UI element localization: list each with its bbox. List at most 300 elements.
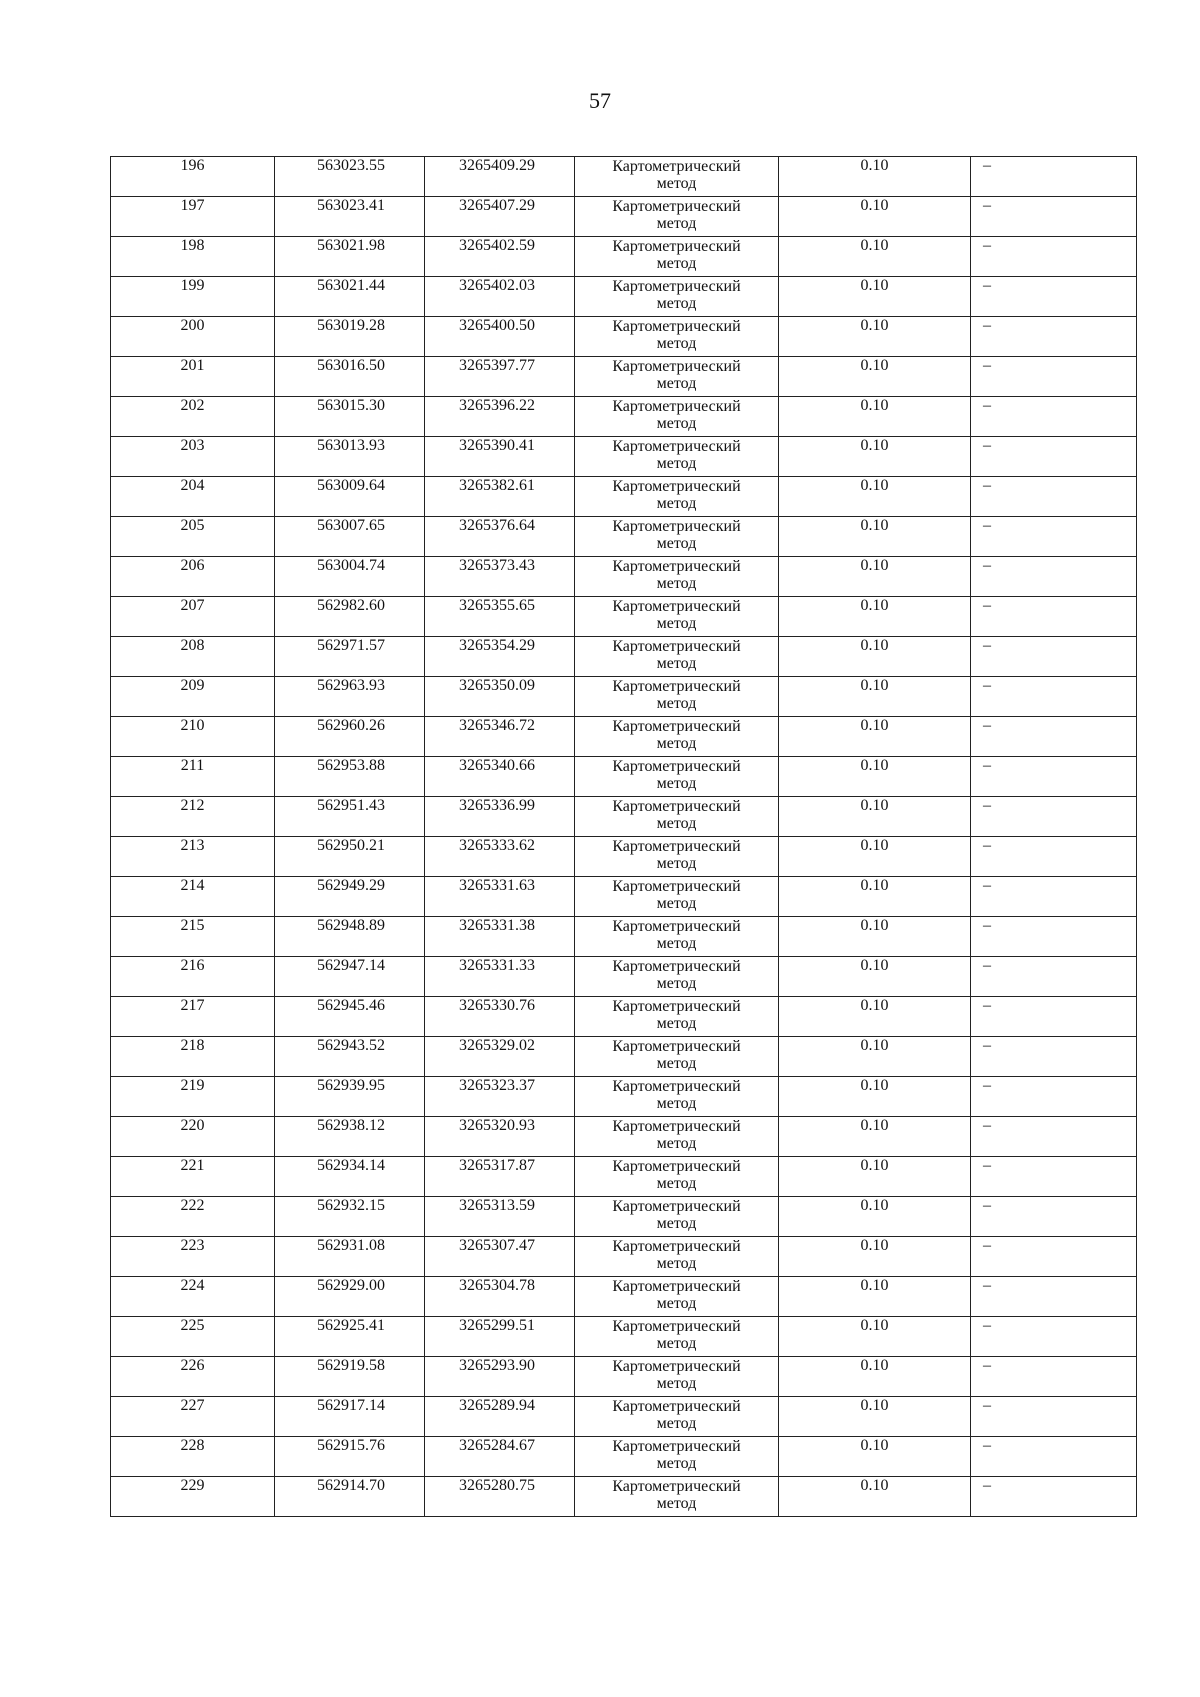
point-number-cell: 218 [111, 1037, 275, 1077]
table-row [111, 877, 1137, 917]
x-coordinate-cell: 562925.41 [275, 1317, 425, 1357]
method-line-1: Картометрический [612, 238, 741, 255]
method-line-2: метод [656, 455, 697, 472]
method-line-2: метод [656, 1495, 697, 1512]
table-row [111, 437, 1137, 477]
table-row [111, 1357, 1137, 1397]
x-coordinate-cell: 562945.46 [275, 997, 425, 1037]
method-cell [575, 1357, 779, 1397]
y-coordinate-cell: 3265390.41 [425, 437, 575, 477]
method-line-1: Картометрический [612, 718, 741, 735]
method-line-2: метод [656, 535, 697, 552]
note-cell: – [971, 1357, 1137, 1397]
note-cell: – [971, 717, 1137, 757]
method-line-1: Картометрический [612, 318, 741, 335]
table-row [111, 477, 1137, 517]
y-coordinate-cell: 3265382.61 [425, 477, 575, 517]
table-row [111, 917, 1137, 957]
point-number-cell: 209 [111, 677, 275, 717]
y-coordinate-cell: 3265400.50 [425, 317, 575, 357]
method-line-2: метод [656, 575, 697, 592]
method-line-1: Картометрический [612, 478, 741, 495]
y-coordinate-cell: 3265293.90 [425, 1357, 575, 1397]
y-coordinate-cell: 3265323.37 [425, 1077, 575, 1117]
point-number-cell: 221 [111, 1157, 275, 1197]
method-cell [575, 397, 779, 437]
point-number-cell: 228 [111, 1437, 275, 1477]
method-cell [575, 357, 779, 397]
note-cell: – [971, 317, 1137, 357]
note-cell: – [971, 397, 1137, 437]
point-number-cell: 225 [111, 1317, 275, 1357]
x-coordinate-cell: 562948.89 [275, 917, 425, 957]
method-line-1: Картометрический [612, 1238, 741, 1255]
accuracy-cell: 0.10 [779, 557, 971, 597]
y-coordinate-cell: 3265354.29 [425, 637, 575, 677]
table-row [111, 837, 1137, 877]
accuracy-cell: 0.10 [779, 717, 971, 757]
method-line-1: Картометрический [612, 1158, 741, 1175]
y-coordinate-cell: 3265317.87 [425, 1157, 575, 1197]
point-number-cell: 224 [111, 1277, 275, 1317]
point-number-cell: 216 [111, 957, 275, 997]
method-cell [575, 1237, 779, 1277]
method-cell [575, 637, 779, 677]
method-line-1: Картометрический [612, 838, 741, 855]
method-line-1: Картометрический [612, 1278, 741, 1295]
note-cell: – [971, 1197, 1137, 1237]
accuracy-cell: 0.10 [779, 397, 971, 437]
method-cell [575, 517, 779, 557]
note-cell: – [971, 197, 1137, 237]
y-coordinate-cell: 3265284.67 [425, 1437, 575, 1477]
table-row [111, 517, 1137, 557]
method-line-2: метод [656, 1295, 697, 1312]
method-cell [575, 237, 779, 277]
method-cell [575, 757, 779, 797]
y-coordinate-cell: 3265307.47 [425, 1237, 575, 1277]
x-coordinate-cell: 563004.74 [275, 557, 425, 597]
accuracy-cell: 0.10 [779, 997, 971, 1037]
table-row [111, 1157, 1137, 1197]
y-coordinate-cell: 3265333.62 [425, 837, 575, 877]
method-line-2: метод [656, 895, 697, 912]
point-number-cell: 197 [111, 197, 275, 237]
accuracy-cell: 0.10 [779, 1277, 971, 1317]
table-row [111, 1077, 1137, 1117]
method-cell [575, 717, 779, 757]
x-coordinate-cell: 562950.21 [275, 837, 425, 877]
x-coordinate-cell: 562982.60 [275, 597, 425, 637]
y-coordinate-cell: 3265304.78 [425, 1277, 575, 1317]
method-cell [575, 1197, 779, 1237]
method-line-2: метод [656, 375, 697, 392]
x-coordinate-cell: 563019.28 [275, 317, 425, 357]
accuracy-cell: 0.10 [779, 917, 971, 957]
point-number-cell: 205 [111, 517, 275, 557]
table-row [111, 1477, 1137, 1517]
accuracy-cell: 0.10 [779, 877, 971, 917]
note-cell: – [971, 957, 1137, 997]
note-cell: – [971, 1397, 1137, 1437]
method-line-2: метод [656, 1455, 697, 1472]
method-line-2: метод [656, 175, 697, 192]
y-coordinate-cell: 3265280.75 [425, 1477, 575, 1517]
table-row [111, 677, 1137, 717]
point-number-cell: 200 [111, 317, 275, 357]
x-coordinate-cell: 563007.65 [275, 517, 425, 557]
method-cell [575, 1037, 779, 1077]
note-cell: – [971, 157, 1137, 197]
y-coordinate-cell: 3265402.03 [425, 277, 575, 317]
page-number: 57 [589, 88, 611, 113]
point-number-cell: 214 [111, 877, 275, 917]
note-cell: – [971, 357, 1137, 397]
method-line-2: метод [656, 615, 697, 632]
x-coordinate-cell: 562963.93 [275, 677, 425, 717]
method-cell [575, 597, 779, 637]
y-coordinate-cell: 3265313.59 [425, 1197, 575, 1237]
point-number-cell: 207 [111, 597, 275, 637]
point-number-cell: 229 [111, 1477, 275, 1517]
method-cell [575, 157, 779, 197]
accuracy-cell: 0.10 [779, 317, 971, 357]
x-coordinate-cell: 562951.43 [275, 797, 425, 837]
method-line-2: метод [656, 815, 697, 832]
note-cell: – [971, 1237, 1137, 1277]
y-coordinate-cell: 3265336.99 [425, 797, 575, 837]
x-coordinate-cell: 563016.50 [275, 357, 425, 397]
table-row [111, 317, 1137, 357]
point-number-cell: 206 [111, 557, 275, 597]
point-number-cell: 210 [111, 717, 275, 757]
method-line-2: метод [656, 1335, 697, 1352]
method-line-1: Картометрический [612, 1038, 741, 1055]
method-cell [575, 197, 779, 237]
table-row [111, 717, 1137, 757]
method-cell [575, 317, 779, 357]
x-coordinate-cell: 562947.14 [275, 957, 425, 997]
x-coordinate-cell: 562932.15 [275, 1197, 425, 1237]
point-number-cell: 223 [111, 1237, 275, 1277]
point-number-cell: 226 [111, 1357, 275, 1397]
method-line-1: Картометрический [612, 1398, 741, 1415]
method-line-2: метод [656, 1015, 697, 1032]
point-number-cell: 198 [111, 237, 275, 277]
y-coordinate-cell: 3265329.02 [425, 1037, 575, 1077]
method-cell [575, 997, 779, 1037]
y-coordinate-cell: 3265340.66 [425, 757, 575, 797]
accuracy-cell: 0.10 [779, 837, 971, 877]
method-cell [575, 917, 779, 957]
method-line-2: метод [656, 1175, 697, 1192]
method-cell [575, 877, 779, 917]
method-cell [575, 797, 779, 837]
accuracy-cell: 0.10 [779, 957, 971, 997]
method-line-1: Картометрический [612, 1318, 741, 1335]
method-cell [575, 477, 779, 517]
point-number-cell: 215 [111, 917, 275, 957]
method-line-1: Картометрический [612, 918, 741, 935]
method-line-2: метод [656, 295, 697, 312]
table-row [111, 197, 1137, 237]
method-cell [575, 1477, 779, 1517]
accuracy-cell: 0.10 [779, 1317, 971, 1357]
y-coordinate-cell: 3265355.65 [425, 597, 575, 637]
method-cell [575, 1437, 779, 1477]
method-line-1: Картометрический [612, 1118, 741, 1135]
table-row [111, 1197, 1137, 1237]
accuracy-cell: 0.10 [779, 1157, 971, 1197]
x-coordinate-cell: 562960.26 [275, 717, 425, 757]
accuracy-cell: 0.10 [779, 517, 971, 557]
note-cell: – [971, 837, 1137, 877]
method-line-1: Картометрический [612, 598, 741, 615]
method-line-2: метод [656, 735, 697, 752]
accuracy-cell: 0.10 [779, 1357, 971, 1397]
accuracy-cell: 0.10 [779, 277, 971, 317]
note-cell: – [971, 437, 1137, 477]
point-number-cell: 212 [111, 797, 275, 837]
table-row [111, 1117, 1137, 1157]
method-cell [575, 1397, 779, 1437]
coordinates-table [110, 156, 1137, 1517]
method-line-2: метод [656, 775, 697, 792]
x-coordinate-cell: 562938.12 [275, 1117, 425, 1157]
method-line-2: метод [656, 1135, 697, 1152]
method-line-1: Картометрический [612, 1078, 741, 1095]
y-coordinate-cell: 3265330.76 [425, 997, 575, 1037]
method-line-2: метод [656, 1255, 697, 1272]
method-line-1: Картометрический [612, 278, 741, 295]
table-row [111, 757, 1137, 797]
method-cell [575, 557, 779, 597]
method-line-2: метод [656, 255, 697, 272]
note-cell: – [971, 1077, 1137, 1117]
point-number-cell: 208 [111, 637, 275, 677]
note-cell: – [971, 1477, 1137, 1517]
method-line-1: Картометрический [612, 158, 741, 175]
y-coordinate-cell: 3265397.77 [425, 357, 575, 397]
table-row [111, 637, 1137, 677]
x-coordinate-cell: 562914.70 [275, 1477, 425, 1517]
y-coordinate-cell: 3265350.09 [425, 677, 575, 717]
method-line-2: метод [656, 335, 697, 352]
x-coordinate-cell: 563013.93 [275, 437, 425, 477]
table-row [111, 397, 1137, 437]
note-cell: – [971, 757, 1137, 797]
note-cell: – [971, 797, 1137, 837]
x-coordinate-cell: 562919.58 [275, 1357, 425, 1397]
note-cell: – [971, 477, 1137, 517]
method-line-2: метод [656, 855, 697, 872]
x-coordinate-cell: 562917.14 [275, 1397, 425, 1437]
x-coordinate-cell: 563021.44 [275, 277, 425, 317]
method-line-1: Картометрический [612, 958, 741, 975]
method-line-1: Картометрический [612, 798, 741, 815]
accuracy-cell: 0.10 [779, 797, 971, 837]
method-cell [575, 677, 779, 717]
point-number-cell: 211 [111, 757, 275, 797]
accuracy-cell: 0.10 [779, 757, 971, 797]
y-coordinate-cell: 3265376.64 [425, 517, 575, 557]
method-line-1: Картометрический [612, 438, 741, 455]
note-cell: – [971, 237, 1137, 277]
method-line-2: метод [656, 695, 697, 712]
point-number-cell: 220 [111, 1117, 275, 1157]
x-coordinate-cell: 563009.64 [275, 477, 425, 517]
point-number-cell: 213 [111, 837, 275, 877]
table-row [111, 277, 1137, 317]
note-cell: – [971, 1317, 1137, 1357]
method-line-2: метод [656, 215, 697, 232]
method-line-1: Картометрический [612, 878, 741, 895]
method-line-2: метод [656, 1375, 697, 1392]
x-coordinate-cell: 563015.30 [275, 397, 425, 437]
accuracy-cell: 0.10 [779, 1197, 971, 1237]
method-line-1: Картометрический [612, 1198, 741, 1215]
table-row [111, 1397, 1137, 1437]
table-row [111, 237, 1137, 277]
method-cell [575, 1277, 779, 1317]
method-line-2: метод [656, 1095, 697, 1112]
x-coordinate-cell: 563023.41 [275, 197, 425, 237]
note-cell: – [971, 277, 1137, 317]
note-cell: – [971, 677, 1137, 717]
method-line-2: метод [656, 1415, 697, 1432]
method-cell [575, 1317, 779, 1357]
y-coordinate-cell: 3265289.94 [425, 1397, 575, 1437]
x-coordinate-cell: 562929.00 [275, 1277, 425, 1317]
y-coordinate-cell: 3265373.43 [425, 557, 575, 597]
method-line-2: метод [656, 655, 697, 672]
point-number-cell: 199 [111, 277, 275, 317]
method-line-2: метод [656, 1055, 697, 1072]
method-line-2: метод [656, 415, 697, 432]
x-coordinate-cell: 562934.14 [275, 1157, 425, 1197]
y-coordinate-cell: 3265402.59 [425, 237, 575, 277]
table-row [111, 1317, 1137, 1357]
note-cell: – [971, 1157, 1137, 1197]
y-coordinate-cell: 3265320.93 [425, 1117, 575, 1157]
note-cell: – [971, 1277, 1137, 1317]
note-cell: – [971, 877, 1137, 917]
accuracy-cell: 0.10 [779, 1397, 971, 1437]
point-number-cell: 204 [111, 477, 275, 517]
method-line-1: Картометрический [612, 998, 741, 1015]
accuracy-cell: 0.10 [779, 1437, 971, 1477]
table-row [111, 597, 1137, 637]
y-coordinate-cell: 3265331.38 [425, 917, 575, 957]
method-line-2: метод [656, 975, 697, 992]
table-row [111, 1437, 1137, 1477]
accuracy-cell: 0.10 [779, 1237, 971, 1277]
table-row [111, 157, 1137, 197]
method-cell [575, 957, 779, 997]
table-row [111, 357, 1137, 397]
method-line-1: Картометрический [612, 198, 741, 215]
accuracy-cell: 0.10 [779, 197, 971, 237]
method-line-1: Картометрический [612, 678, 741, 695]
table-row [111, 957, 1137, 997]
x-coordinate-cell: 562931.08 [275, 1237, 425, 1277]
method-line-1: Картометрический [612, 1478, 741, 1495]
accuracy-cell: 0.10 [779, 1077, 971, 1117]
note-cell: – [971, 1437, 1137, 1477]
accuracy-cell: 0.10 [779, 477, 971, 517]
method-line-1: Картометрический [612, 358, 741, 375]
method-line-1: Картометрический [612, 518, 741, 535]
method-line-1: Картометрический [612, 1438, 741, 1455]
accuracy-cell: 0.10 [779, 1037, 971, 1077]
table-row [111, 1277, 1137, 1317]
method-line-2: метод [656, 1215, 697, 1232]
x-coordinate-cell: 562949.29 [275, 877, 425, 917]
method-cell [575, 1157, 779, 1197]
note-cell: – [971, 517, 1137, 557]
method-line-2: метод [656, 935, 697, 952]
point-number-cell: 196 [111, 157, 275, 197]
table-row [111, 797, 1137, 837]
accuracy-cell: 0.10 [779, 157, 971, 197]
accuracy-cell: 0.10 [779, 1477, 971, 1517]
accuracy-cell: 0.10 [779, 357, 971, 397]
method-cell [575, 437, 779, 477]
coordinates-table-body [111, 157, 1137, 1517]
method-line-1: Картометрический [612, 558, 741, 575]
table-row [111, 997, 1137, 1037]
accuracy-cell: 0.10 [779, 237, 971, 277]
note-cell: – [971, 557, 1137, 597]
note-cell: – [971, 917, 1137, 957]
accuracy-cell: 0.10 [779, 437, 971, 477]
note-cell: – [971, 997, 1137, 1037]
x-coordinate-cell: 563023.55 [275, 157, 425, 197]
x-coordinate-cell: 562971.57 [275, 637, 425, 677]
point-number-cell: 219 [111, 1077, 275, 1117]
y-coordinate-cell: 3265409.29 [425, 157, 575, 197]
x-coordinate-cell: 562939.95 [275, 1077, 425, 1117]
method-cell [575, 1117, 779, 1157]
method-cell [575, 837, 779, 877]
method-cell [575, 277, 779, 317]
table-row [111, 557, 1137, 597]
y-coordinate-cell: 3265299.51 [425, 1317, 575, 1357]
y-coordinate-cell: 3265346.72 [425, 717, 575, 757]
point-number-cell: 222 [111, 1197, 275, 1237]
method-line-1: Картометрический [612, 1358, 741, 1375]
x-coordinate-cell: 562915.76 [275, 1437, 425, 1477]
point-number-cell: 202 [111, 397, 275, 437]
note-cell: – [971, 1037, 1137, 1077]
table-row [111, 1037, 1137, 1077]
y-coordinate-cell: 3265331.63 [425, 877, 575, 917]
accuracy-cell: 0.10 [779, 677, 971, 717]
x-coordinate-cell: 563021.98 [275, 237, 425, 277]
x-coordinate-cell: 562953.88 [275, 757, 425, 797]
x-coordinate-cell: 562943.52 [275, 1037, 425, 1077]
note-cell: – [971, 597, 1137, 637]
note-cell: – [971, 637, 1137, 677]
accuracy-cell: 0.10 [779, 1117, 971, 1157]
y-coordinate-cell: 3265396.22 [425, 397, 575, 437]
accuracy-cell: 0.10 [779, 597, 971, 637]
method-line-1: Картометрический [612, 638, 741, 655]
note-cell: – [971, 1117, 1137, 1157]
y-coordinate-cell: 3265331.33 [425, 957, 575, 997]
method-line-2: метод [656, 495, 697, 512]
point-number-cell: 217 [111, 997, 275, 1037]
